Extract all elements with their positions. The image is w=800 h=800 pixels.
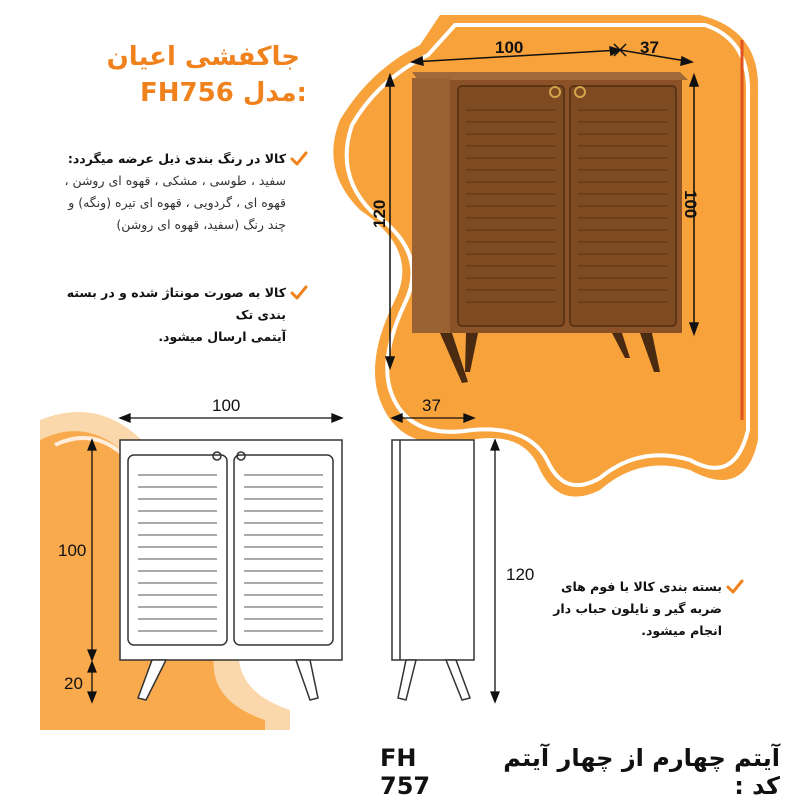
- front-door-height-label: 100: [58, 541, 87, 560]
- feature-line: انجام میشود.: [641, 623, 722, 638]
- footer-code: FH 757: [380, 744, 431, 800]
- feature-line: ضربه گیر و نایلون حباب دار: [553, 601, 722, 616]
- feature-line: سفید ، طوسی ، مشکی ، قهوه ای روشن ،: [64, 173, 286, 188]
- model-line: [140, 78, 310, 108]
- feature-lead: کالا به صورت مونتاژ شده و در بسته بندی تک: [66, 285, 286, 322]
- side-view-drawing: [392, 440, 474, 700]
- front-leg-height-label: 20: [64, 674, 83, 693]
- front-width-label: 100: [212, 396, 241, 415]
- photo-width-label: 100: [495, 38, 524, 57]
- feature-lead: بسته بندی کالا با فوم های: [561, 579, 722, 594]
- feature-packaging: [530, 576, 722, 642]
- check-icon: [290, 150, 308, 168]
- photo-depth-label: 37: [640, 38, 659, 57]
- feature-line: آیتمی ارسال میشود.: [158, 329, 286, 344]
- check-icon: [290, 284, 308, 302]
- feature-colors: [50, 148, 286, 236]
- model-label: مدل:: [242, 78, 307, 108]
- feature-assembly: [50, 282, 286, 348]
- side-height-label: 120: [506, 565, 535, 584]
- feature-line: چند رنگ (سفید، قهوه ای روشن): [116, 217, 286, 232]
- product-title: جاکفشی اعیان: [106, 42, 300, 72]
- photo-total-height-label: 120: [370, 199, 389, 228]
- side-depth-label: 37: [422, 396, 441, 415]
- feature-line: قهوه ای ، گردویی ، قهوه ای تیره (ونگه) و: [68, 195, 286, 210]
- photo-door-height-label: 100: [681, 190, 700, 219]
- feature-lead: کالا در رنگ بندی ذیل عرضه میگردد:: [67, 151, 286, 166]
- footer: [380, 744, 780, 800]
- check-icon: [726, 578, 744, 596]
- model-code: FH756: [140, 78, 234, 108]
- footer-text: آیتم چهارم از چهار آیتم کد :: [503, 744, 780, 800]
- front-view-drawing: [120, 440, 342, 700]
